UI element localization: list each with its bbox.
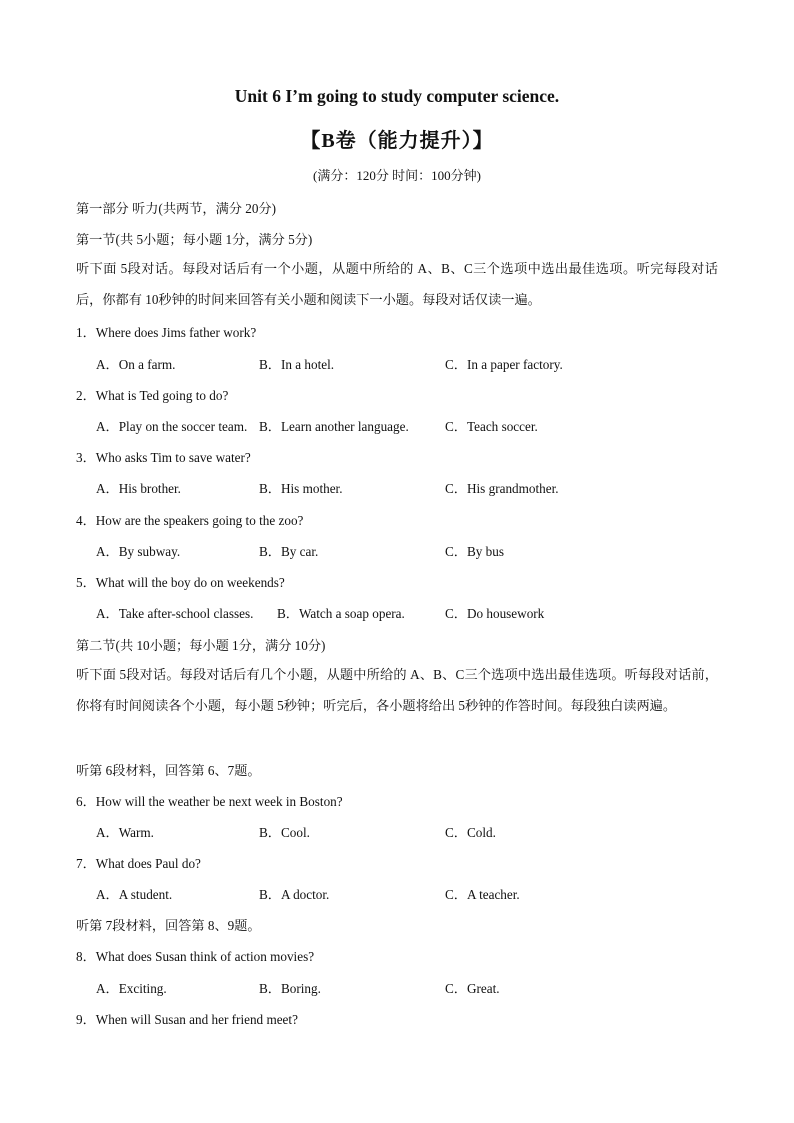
section2-heading: 第二节(共 10小题；每小题 1分，满分 10分): [76, 638, 326, 653]
question-text: 6．How will the weather be next week in Boston?: [76, 794, 343, 809]
option-b: B．His mother.: [259, 481, 343, 496]
option-c: C．His grandmother.: [445, 481, 559, 496]
option-b: B．By car.: [259, 544, 319, 559]
option-c: C．A teacher.: [445, 887, 520, 902]
option-b: B．Cool.: [259, 825, 310, 840]
question-text: 8．What does Susan think of action movies?: [76, 949, 315, 964]
option-c: C．Cold.: [445, 825, 496, 840]
part-heading: 第一部分 听力(共两节，满分 20分): [76, 201, 277, 216]
score-info: (满分：120分 时间：100分钟): [313, 168, 481, 183]
option-b: B．A doctor.: [259, 887, 330, 902]
question-text: 1．Where does Jims father work?: [76, 325, 257, 340]
section1-heading: 第一节(共 5小题；每小题 1分，满分 5分): [76, 232, 313, 247]
question-text: 2．What is Ted going to do?: [76, 388, 229, 403]
question-text: 5．What will the boy do on weekends?: [76, 575, 285, 590]
option-a: A．His brother.: [96, 481, 181, 496]
question-text: 9．When will Susan and her friend meet?: [76, 1012, 298, 1027]
option-a: A．Play on the soccer team.: [96, 419, 248, 434]
option-c: C．Great.: [445, 981, 500, 996]
option-c: C．By bus: [445, 544, 504, 559]
option-a: A．Take after-school classes.: [96, 606, 254, 621]
option-a: A．By subway.: [96, 544, 181, 559]
option-a: A．Exciting.: [96, 981, 167, 996]
question-text: 7．What does Paul do?: [76, 856, 201, 871]
page-title: Unit 6 I’m going to study computer science.: [234, 86, 560, 106]
option-b: B．Learn another language.: [259, 419, 409, 434]
option-a: A．On a farm.: [96, 357, 176, 372]
option-b: B．In a hotel.: [259, 357, 335, 372]
material-instruction: 听第 6段材料，回答第 6、7题。: [76, 763, 261, 778]
option-c: C．In a paper factory.: [445, 357, 563, 372]
paper-subtitle: 【B卷（能力提升）】: [300, 130, 494, 152]
option-c: C．Do housework: [445, 606, 545, 621]
option-b: B．Boring.: [259, 981, 321, 996]
section2-instructions: 听下面 5段对话。每段对话后有几个小题，从题中所给的 A、B、C三个选项中选出最佳选项。听每段对话前，你将有时间阅读各个小题，每小题 5秒钟；听完后，各小题将给出 5秒钟的作答时间。每段独白读两遍。: [76, 667, 718, 714]
section1-instructions: 听下面 5段对话。每段对话后有一个小题，从题中所给的 A、B、C三个选项中选出最佳选项。听完每段对话后，你都有 10秒钟的时间来回答有关小题和阅读下一小题。每段对话仅读一遍。: [76, 261, 718, 308]
question-text: 4．How are the speakers going to the zoo?: [76, 513, 304, 528]
option-a: A．A student.: [96, 887, 173, 902]
material-instruction: 听第 7段材料，回答第 8、9题。: [76, 918, 261, 933]
question-text: 3．Who asks Tim to save water?: [76, 450, 251, 465]
option-a: A．Warm.: [96, 825, 154, 840]
option-b: B．Watch a soap opera.: [277, 606, 405, 621]
option-c: C．Teach soccer.: [445, 419, 538, 434]
